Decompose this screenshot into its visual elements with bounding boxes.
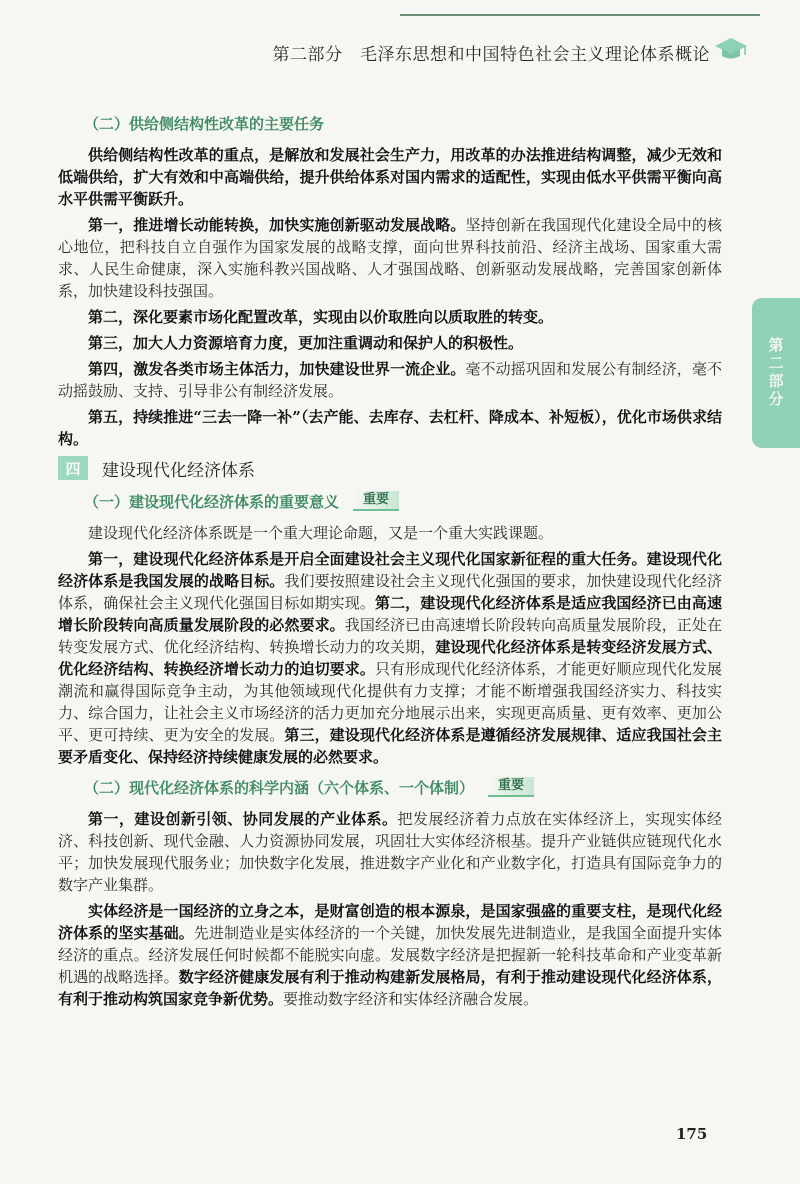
paragraph: 第五，持续推进“三去一降一补”（去产能、去库存、去杠杆、降成本、补短板），优化市场供求结构。 [58,408,722,448]
paragraph: 第四，激发各类市场主体活力，加快建设世界一流企业。毫不动摇巩固和发展公有制经济，毫不动摇鼓励、支持、引导非公有制经济发展。 [58,360,722,400]
page-content [58,112,722,1014]
important-tag: 重要 [488,777,534,797]
paragraph: 第三，加大人力资源培育力度，更加注重调动和保护人的积极性。 [88,334,524,352]
paragraph: 第一，建设创新引领、协同发展的产业体系。把发展经济着力点放在实体经济上，实现实体经济、科技创新、现代金融、人力资源协同发展，巩固壮大实体经济根基。提升产业链供应链现代化水平；加快发展现代服务业；加快数字化发展，推进数字产业化和产业数字化，打造具有国际竞争力的数字产业集群。 [58,810,722,894]
important-tag: 重要 [353,491,399,511]
paragraph: 建设现代化经济体系既是一个重大理论命题，又是一个重大实践课题。 [88,524,554,542]
paragraph: 供给侧结构性改革的重点，是解放和发展社会生产力，用改革的办法推进结构调整，减少无效和低端供给，扩大有效和中高端供给，提升供给体系对国内需求的适配性，实现由低水平供需平衡向高水平供需平衡跃升。 [58,146,722,208]
paragraph: 第二，深化要素市场化配置改革，实现由以价取胜向以质取胜的转变。 [88,308,554,326]
header-rule [400,14,760,16]
paragraph: 第一，建设现代化经济体系是开启全面建设社会主义现代化国家新征程的重大任务。建设现代化经济体系是我国发展的战略目标。我们要按照建设社会主义现代化强国的要求，加快建设现代化经济体系，确保社会主义现代化强国目标如期实现。第二，建设现代化经济体系是适应我国经济已由高速增长阶段转向高质量发展阶段的必然要求。我国经济已由高速增长阶段转向高质量发展阶段，正处在转变发展方式、优化经济结构、转换增长动力的攻关期，建设现代化经济体系是转变经济发展方式、优化经济结构、转换经济增长动力的迫切要求。只有形成现代化经济体系，才能更好顺应现代化发展潮流和赢得国际竞争主动，为其他领域现代化提供有力支撑；才能不断增强我国经济实力、科技实力、综合国力，让社会主义市场经济的活力更加充分地展示出来，实现更高质量、更有效率、更加公平、更可持续、更为安全的发展。第三，建设现代化经济体系是遵循经济发展规律、适应我国社会主要矛盾变化、保持经济持续健康发展的必然要求。 [58,550,722,766]
side-tab-label: 第二部分 [766,337,785,409]
subsection-heading: （一）建设现代化经济体系的重要意义 重要 [84,490,722,512]
section-number-badge: 四 [58,456,88,480]
subsection-heading: （二）供给侧结构性改革的主要任务 [84,114,325,133]
section-heading [58,454,722,482]
section-title: 建设现代化经济体系 [102,460,255,481]
page-header [0,30,800,70]
paragraph: 实体经济是一国经济的立身之本，是财富创造的根本源泉，是国家强盛的重要支柱，是现代化经济体系的坚实基础。先进制造业是实体经济的一个关键，加快发展先进制造业，是我国全面提升实体经济的重点。经济发展任何时候都不能脱实向虚。发展数字经济是把握新一轮科技革命和产业变革新机遇的战略选择。数字经济健康发展有利于推动构建新发展格局，有利于推动建设现代化经济体系，有利于推动构筑国家竞争新优势。要推动数字经济和实体经济融合发展。 [58,902,722,1008]
subsection-heading: （二）现代化经济体系的科学内涵（六个体系、一个体制） 重要 [84,776,722,798]
graduation-cap-icon [714,36,748,62]
paragraph: 第一，推进增长动能转换，加快实施创新驱动发展战略。坚持创新在我国现代化建设全局中的核心地位，把科技自立自强作为国家发展的战略支撑，面向世界科技前沿、经济主战场、国家重大需求、人民生命健康，深入实施科教兴国战略、人才强国战略、创新驱动发展战略，完善国家创新体系，加快建设科技强国。 [58,216,722,300]
page-number: 175 [676,1125,708,1143]
side-chapter-tab [752,298,800,448]
header-title: 第二部分 毛泽东思想和中国特色社会主义理论体系概论 [272,45,710,65]
